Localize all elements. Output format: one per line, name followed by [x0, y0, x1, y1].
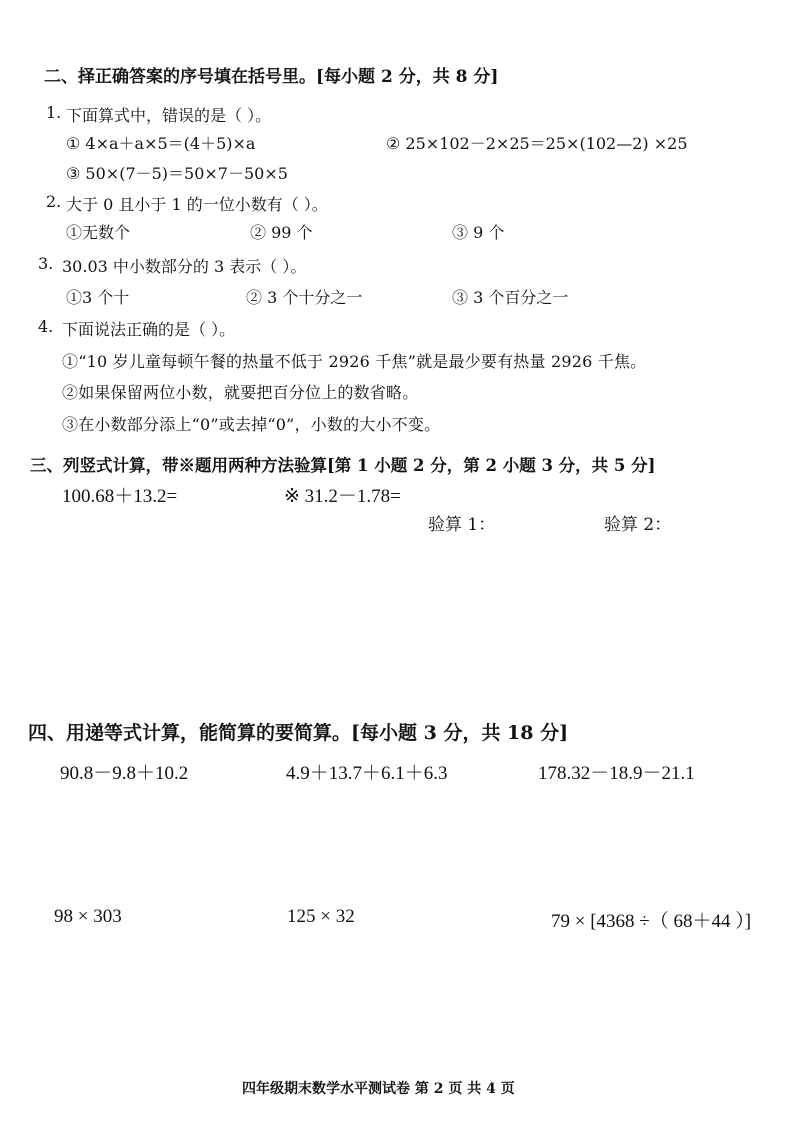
question-2-option-2: ② 99 个	[250, 223, 313, 242]
question-4-statement-2: ②如果保留两位小数，就要把百分位上的数省略。	[62, 383, 419, 402]
section-4-expr-2: 4.9＋13.7＋6.1＋6.3	[286, 763, 448, 784]
section-4-expr-6: 79 × [4368 ÷（ 68＋44 ）]	[551, 911, 752, 932]
question-1-option-2: ② 25×102－2×25＝25×(102—2) ×25	[386, 134, 688, 153]
section-4-expr-5: 125 × 32	[287, 906, 355, 927]
question-2-number: 2.	[46, 192, 62, 211]
question-2-text: 大于 0 且小于 1 的一位小数有（ ）。	[66, 195, 328, 214]
question-4-statement-3: ③在小数部分添上“0”或去掉“0”，小数的大小不变。	[62, 415, 441, 434]
section-3-problem-2: ※ 31.2－1.78=	[284, 486, 401, 507]
question-3-number: 3.	[38, 254, 54, 273]
question-3-option-1: ①3 个十	[66, 288, 130, 307]
question-1-number: 1.	[46, 103, 62, 122]
question-2-option-3: ③ 9 个	[452, 223, 505, 242]
question-4-text: 下面说法正确的是（ ）。	[62, 320, 236, 339]
question-2-option-1: ①无数个	[66, 223, 131, 242]
section-4-expr-3: 178.32－18.9－21.1	[538, 763, 695, 784]
question-3-option-3: ③ 3 个百分之一	[452, 288, 569, 307]
section-3-problem-1: 100.68＋13.2=	[62, 486, 178, 507]
question-3-option-2: ② 3 个十分之一	[246, 288, 363, 307]
section-4-expr-1: 90.8－9.8＋10.2	[60, 763, 189, 784]
question-3-text: 30.03 中小数部分的 3 表示（ ）。	[62, 257, 307, 276]
question-1-option-1: ① 4×a＋a×5＝(4＋5)×a	[66, 134, 256, 153]
section-3-title: 三、列竖式计算，带※题用两种方法验算[第 1 小题 2 分，第 2 小题 3 分，共 5 分]	[30, 456, 656, 475]
section-4-title: 四、用递等式计算，能简算的要简算。[每小题 3 分，共 18 分]	[28, 722, 569, 744]
question-4-number: 4.	[38, 317, 54, 336]
section-3-check-2-label: 验算 2：	[604, 515, 672, 535]
section-3-check-1-label: 验算 1：	[428, 515, 496, 535]
section-2-title: 二、择正确答案的序号填在括号里。[每小题 2 分，共 8 分]	[44, 67, 499, 87]
question-1-option-3: ③ 50×(7－5)＝50×7－50×5	[66, 164, 288, 183]
question-1-text: 下面算式中，错误的是（ ）。	[66, 106, 272, 125]
section-4-expr-4: 98 × 303	[54, 906, 122, 927]
question-4-statement-1: ①“10 岁儿童每顿午餐的热量不低于 2926 千焦”就是最少要有热量 2926 千焦。	[62, 352, 647, 371]
page-footer: 四年级期末数学水平测试卷 第 2 页 共 4 页	[242, 1081, 515, 1097]
